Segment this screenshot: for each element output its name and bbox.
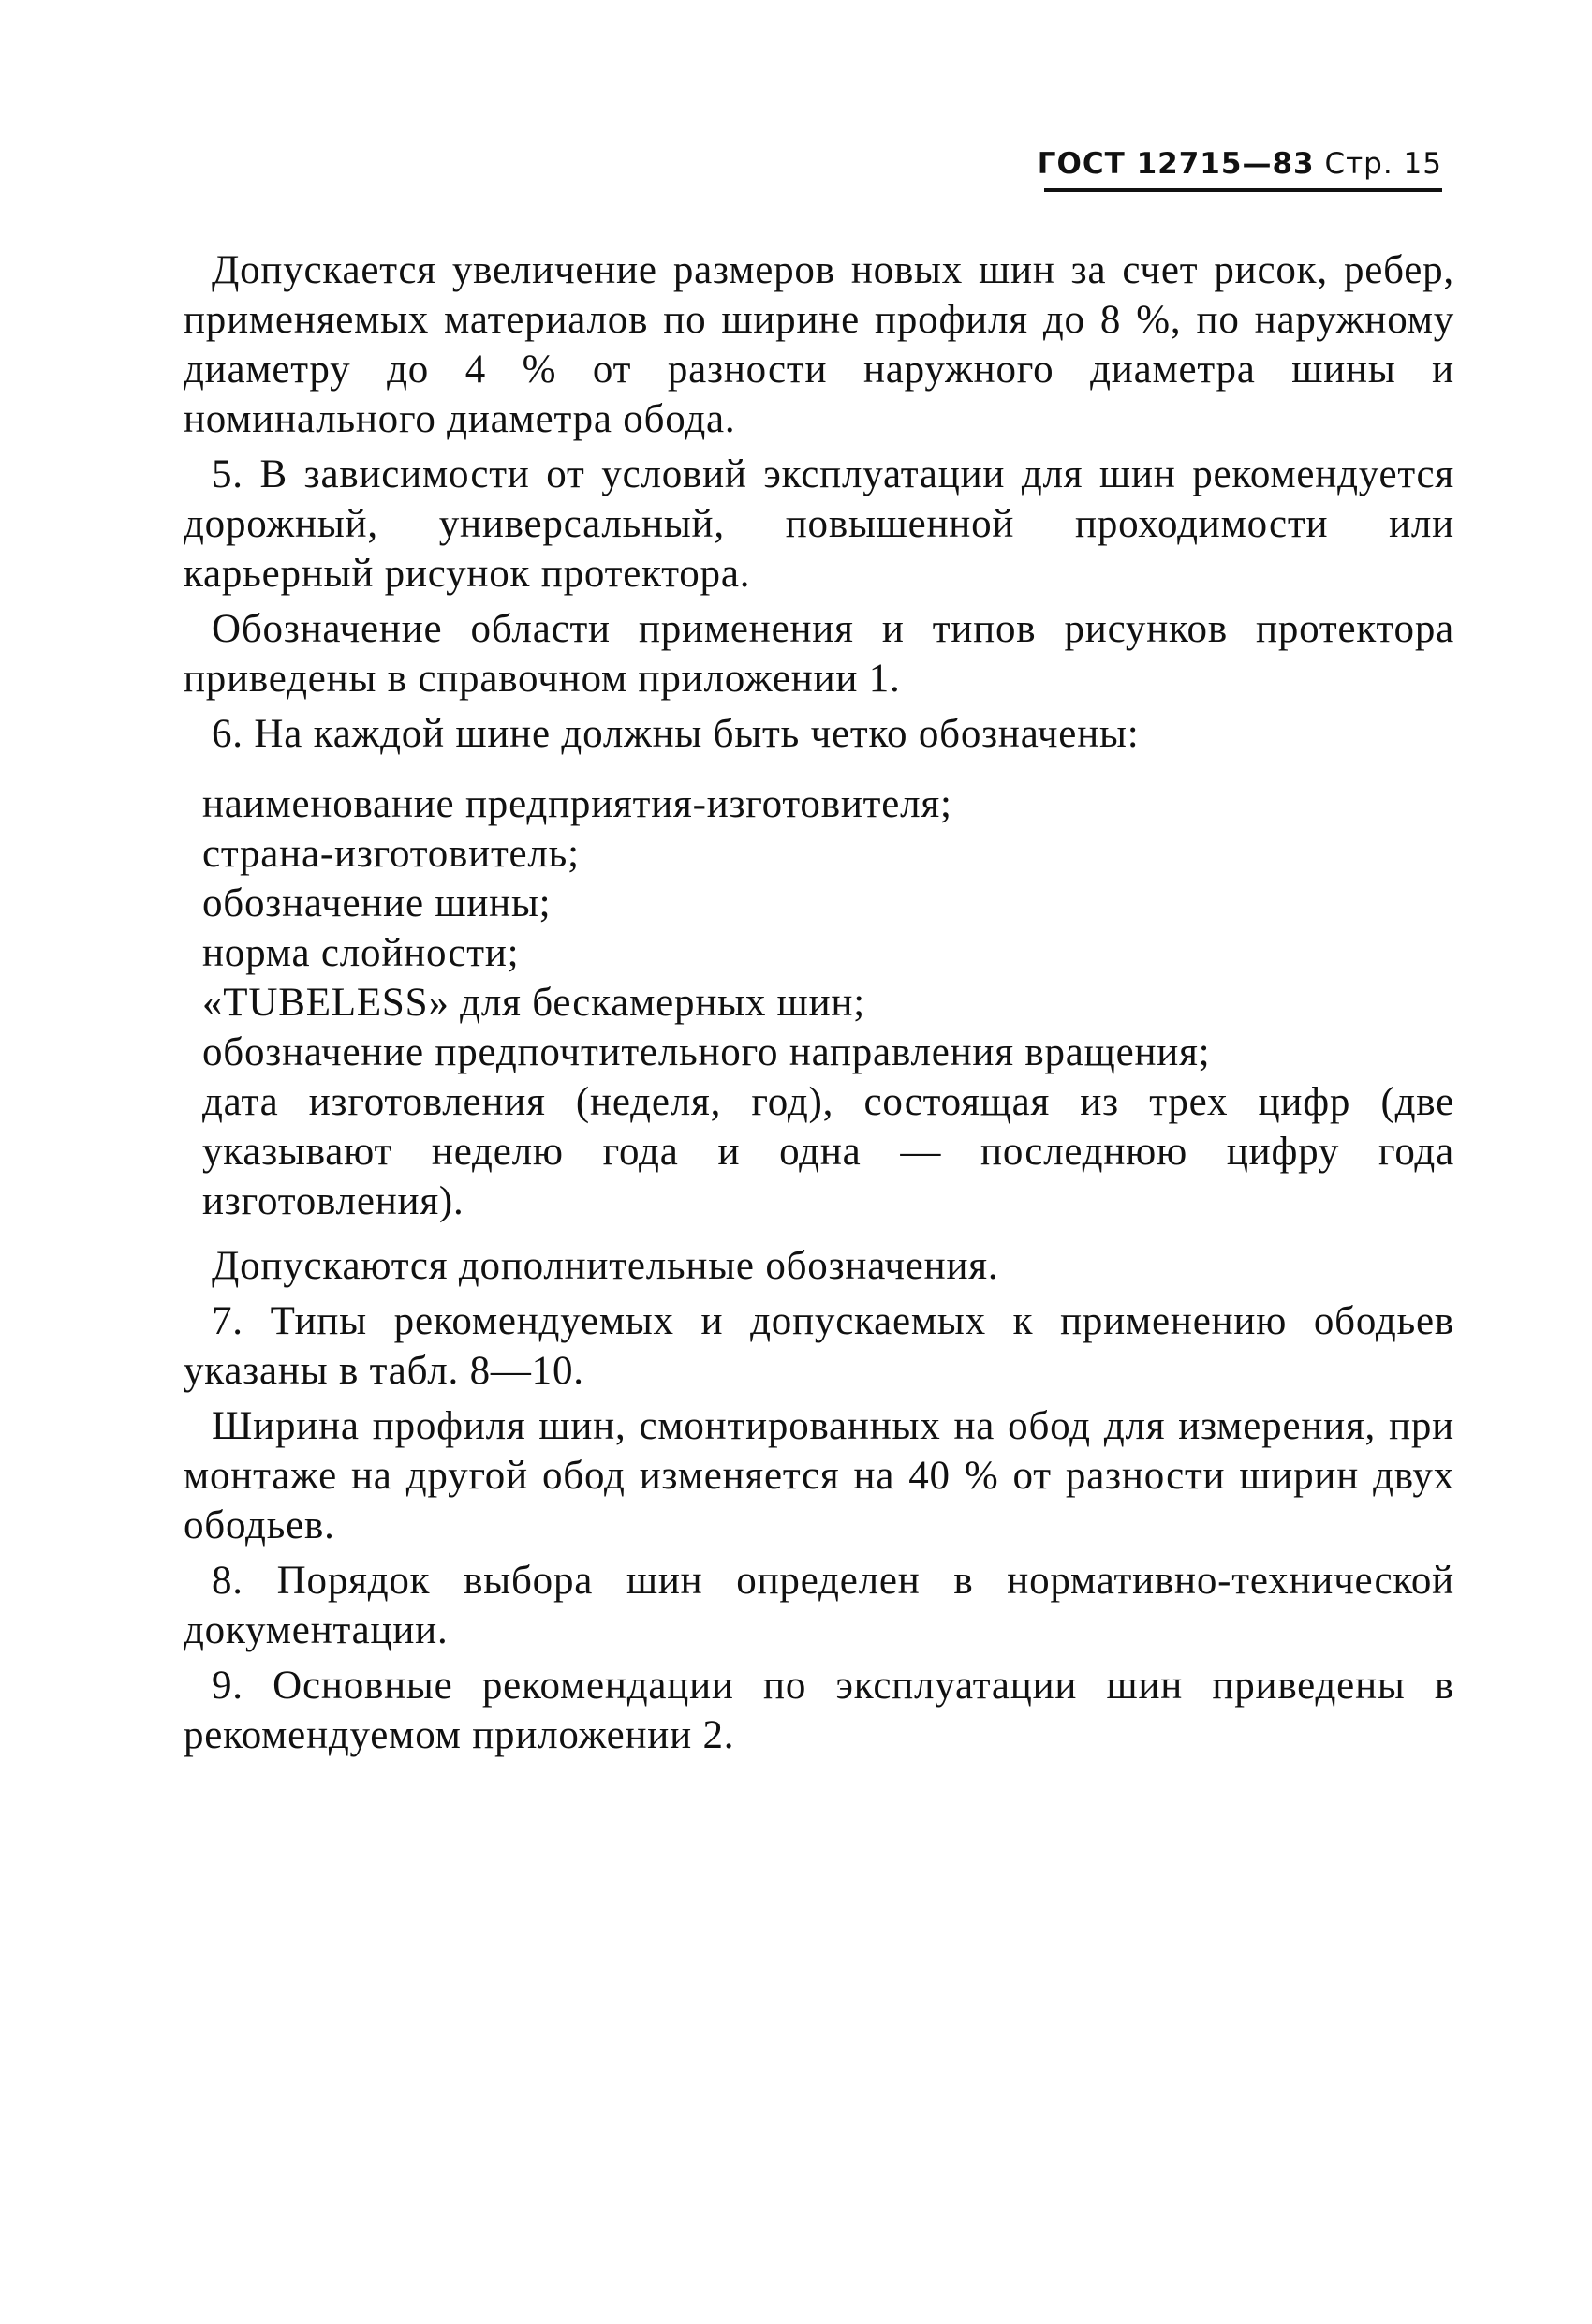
page-header (1038, 145, 1442, 192)
page-number: Стр. 15 (1324, 147, 1442, 181)
list-item: страна-изготовитель; (202, 832, 580, 876)
list-item: обозначение предпочтительного направления вращения; (202, 1030, 1211, 1074)
paragraph-item-5: 5. В зависимости от условий эксплуатации для шин рекомендуется дорожный, универсальный, повышенной проходимости или карьерный рисунок протектора. (184, 452, 1454, 596)
document-body (184, 245, 1454, 1760)
list-item: норма слойности; (202, 931, 520, 975)
paragraph-profile-width: Ширина профиля шин, смонтированных на обод для измерения, при монтаже на другой обод изменяется на 40 % от разности ширин двух ободьев. (184, 1404, 1454, 1547)
paragraph-item-6: 6. На каждой шине должны быть четко обозначены: (212, 712, 1140, 756)
list-item: наименование предприятия-изготовителя; (202, 782, 952, 826)
header-line (1038, 145, 1442, 183)
list-item: «TUBELESS» для бескамерных шин; (202, 981, 865, 1025)
paragraph-size-tolerance: Допускается увеличение размеров новых шин за счет рисок, ребер, применяемых материалов по ширине профиля до 8 %, по наружному диаметру до 4 % от разности наружного диаметра шины и номинального диаметра обода. (184, 248, 1454, 441)
paragraph-additional-markings: Допускаются дополнительные обозначения. (212, 1244, 999, 1288)
header-rule (1044, 188, 1442, 192)
list-item: обозначение шины; (202, 881, 552, 925)
paragraph-item-8: 8. Порядок выбора шин определен в нормативно-технической документации. (184, 1559, 1454, 1652)
list-item: дата изготовления (неделя, год), состоящая из трех цифр (две указывают неделю года и одна — последнюю цифру года изготовления). (202, 1080, 1454, 1223)
paragraph-tread-patterns: Обозначение области применения и типов рисунков протектора приведены в справочном приложении 1. (184, 607, 1454, 701)
marking-list (184, 779, 1454, 1226)
paragraph-item-7: 7. Типы рекомендуемых и допускаемых к применению ободьев указаны в табл. 8—10. (184, 1299, 1454, 1393)
document-code: ГОСТ 12715—83 (1037, 147, 1315, 181)
paragraph-item-9: 9. Основные рекомендации по эксплуатации шин приведены в рекомендуемом приложении 2. (184, 1664, 1454, 1757)
spacer (184, 1226, 1454, 1241)
